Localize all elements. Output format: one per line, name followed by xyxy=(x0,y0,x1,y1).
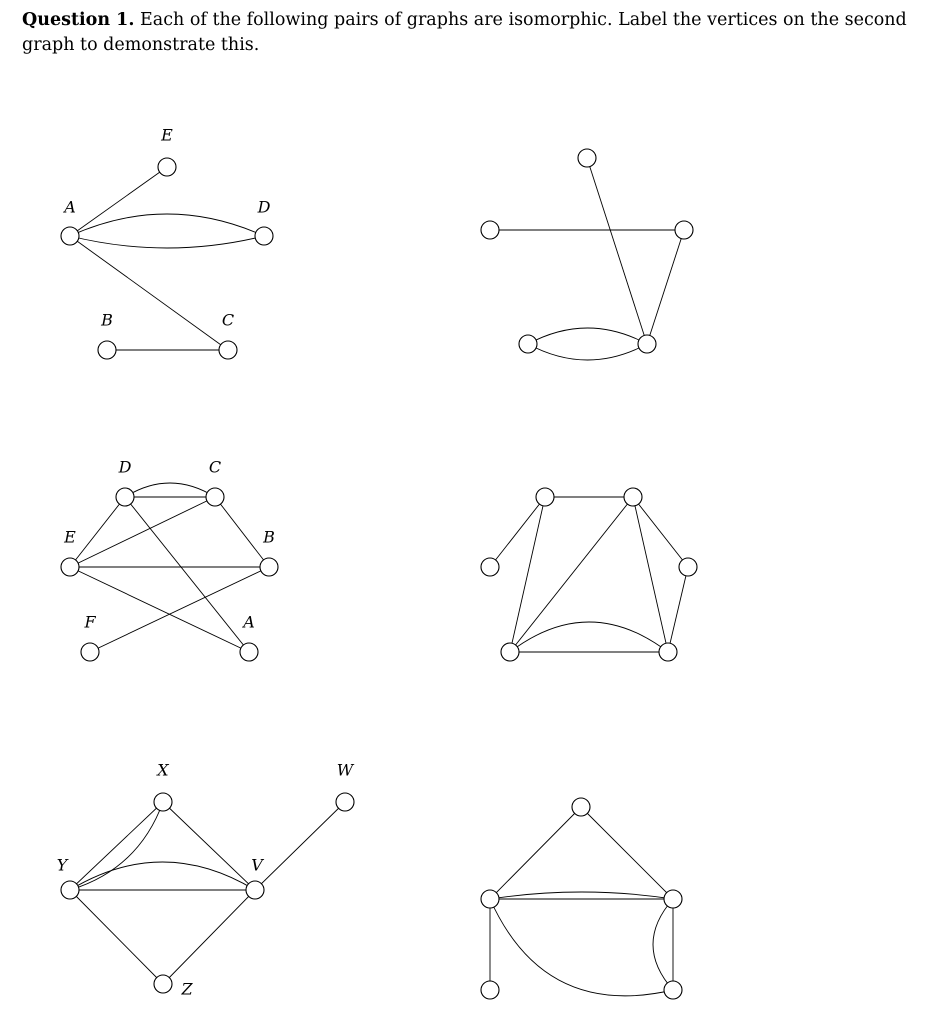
pair1-first-vertex-4 xyxy=(98,341,116,359)
pair3-second-vertex-5 xyxy=(664,981,682,999)
pair2-second-vertex-6 xyxy=(659,643,677,661)
pair2-second-edge-7 xyxy=(668,567,688,652)
pair2-vertex-label-f: F xyxy=(84,612,96,632)
pair2-first-edge-1 xyxy=(125,483,215,497)
question-body: Each of the following pairs of graphs are isomorphic. Label the vertices on the second graph to demonstrate this. xyxy=(22,10,907,55)
pair2-first-vertex-1 xyxy=(116,488,134,506)
pair3-vertex-label-v: V xyxy=(251,855,263,875)
pair1-vertex-label-a: A xyxy=(64,197,76,217)
pair1-vertex-label-b: B xyxy=(101,310,113,330)
pair3-first-edge-7 xyxy=(70,890,163,984)
pair3-second-vertex-1 xyxy=(572,798,590,816)
pair2-vertex-label-c: C xyxy=(208,457,222,477)
pair3-first-vertex-4 xyxy=(246,881,264,899)
pair2-vertex-label-e: E xyxy=(64,527,76,547)
pair1-vertex-label-e: E xyxy=(161,125,173,145)
pair2-second-vertex-5 xyxy=(501,643,519,661)
pair3-second-edge-1 xyxy=(490,807,581,899)
pair3-first-edge-2 xyxy=(70,802,163,890)
pair3-vertex-label-z: Z xyxy=(181,979,193,999)
pair2-first-edge-4 xyxy=(125,497,249,652)
pair1-first-vertex-1 xyxy=(158,158,176,176)
pair2-vertex-label-d: D xyxy=(118,457,132,477)
pair3-first-vertex-2 xyxy=(336,793,354,811)
pair2-vertex-label-a: A xyxy=(243,612,255,632)
pair1-second-edge-3 xyxy=(587,158,647,344)
pair2-second-vertex-3 xyxy=(481,558,499,576)
pair2-second-vertex-4 xyxy=(679,558,697,576)
pair2-first-edge-6 xyxy=(215,497,269,567)
pair1-second-vertex-4 xyxy=(519,335,537,353)
pair2-first-vertex-2 xyxy=(206,488,224,506)
pair3-vertex-label-w: W xyxy=(336,760,354,780)
pair2-first-vertex-4 xyxy=(260,558,278,576)
pair3-first-vertex-5 xyxy=(154,975,172,993)
pair1-second-vertex-3 xyxy=(675,221,693,239)
pair3-second-edge-8 xyxy=(490,899,673,996)
pair3-first-edge-8 xyxy=(163,890,255,984)
pair1-first-edge-3 xyxy=(70,236,264,248)
pair1-first-vertex-5 xyxy=(219,341,237,359)
pair2-first-edge-9 xyxy=(90,567,269,652)
pair1-first-edge-1 xyxy=(70,167,167,236)
pair1-second-edge-2 xyxy=(647,230,684,344)
pair2-second-vertex-2 xyxy=(624,488,642,506)
pair1-first-vertex-3 xyxy=(255,227,273,245)
pair1-second-edge-4 xyxy=(528,328,647,344)
pair3-first-vertex-3 xyxy=(61,881,79,899)
pair3-first-edge-4 xyxy=(255,802,345,890)
pair2-second-edge-6 xyxy=(633,497,668,652)
pair3-vertex-label-x: X xyxy=(157,760,169,780)
pair1-second-edge-5 xyxy=(528,344,647,360)
pair3-first-vertex-1 xyxy=(154,793,172,811)
pair2-first-edge-5 xyxy=(70,497,215,567)
pair1-first-vertex-2 xyxy=(61,227,79,245)
pair2-second-edge-3 xyxy=(510,497,545,652)
pair1-vertex-label-d: D xyxy=(257,197,271,217)
pair1-second-vertex-1 xyxy=(578,149,596,167)
pair3-second-vertex-3 xyxy=(664,890,682,908)
pair2-first-vertex-6 xyxy=(240,643,258,661)
pair1-first-edge-4 xyxy=(70,236,228,350)
pair3-second-vertex-4 xyxy=(481,981,499,999)
pair2-second-vertex-1 xyxy=(536,488,554,506)
pair2-second-edge-9 xyxy=(510,622,668,652)
pair3-second-edge-3 xyxy=(490,892,673,899)
pair1-first-edge-2 xyxy=(70,214,264,236)
pair1-second-vertex-2 xyxy=(481,221,499,239)
pair3-second-edge-2 xyxy=(581,807,673,899)
pair2-first-vertex-3 xyxy=(61,558,79,576)
pair2-first-edge-3 xyxy=(70,497,125,567)
pair3-second-vertex-2 xyxy=(481,890,499,908)
pair3-first-edge-3 xyxy=(163,802,255,890)
pair2-first-vertex-5 xyxy=(81,643,99,661)
pair2-vertex-label-b: B xyxy=(263,527,275,547)
pair1-second-vertex-5 xyxy=(638,335,656,353)
pair3-second-edge-6 xyxy=(653,899,673,990)
pair2-first-edge-8 xyxy=(70,567,249,652)
pair3-first-edge-5 xyxy=(70,862,255,890)
pair3-vertex-label-y: Y xyxy=(56,855,68,875)
question-heading: Question 1. xyxy=(22,10,135,30)
pair1-vertex-label-c: C xyxy=(221,310,235,330)
pair2-second-edge-4 xyxy=(510,497,633,652)
